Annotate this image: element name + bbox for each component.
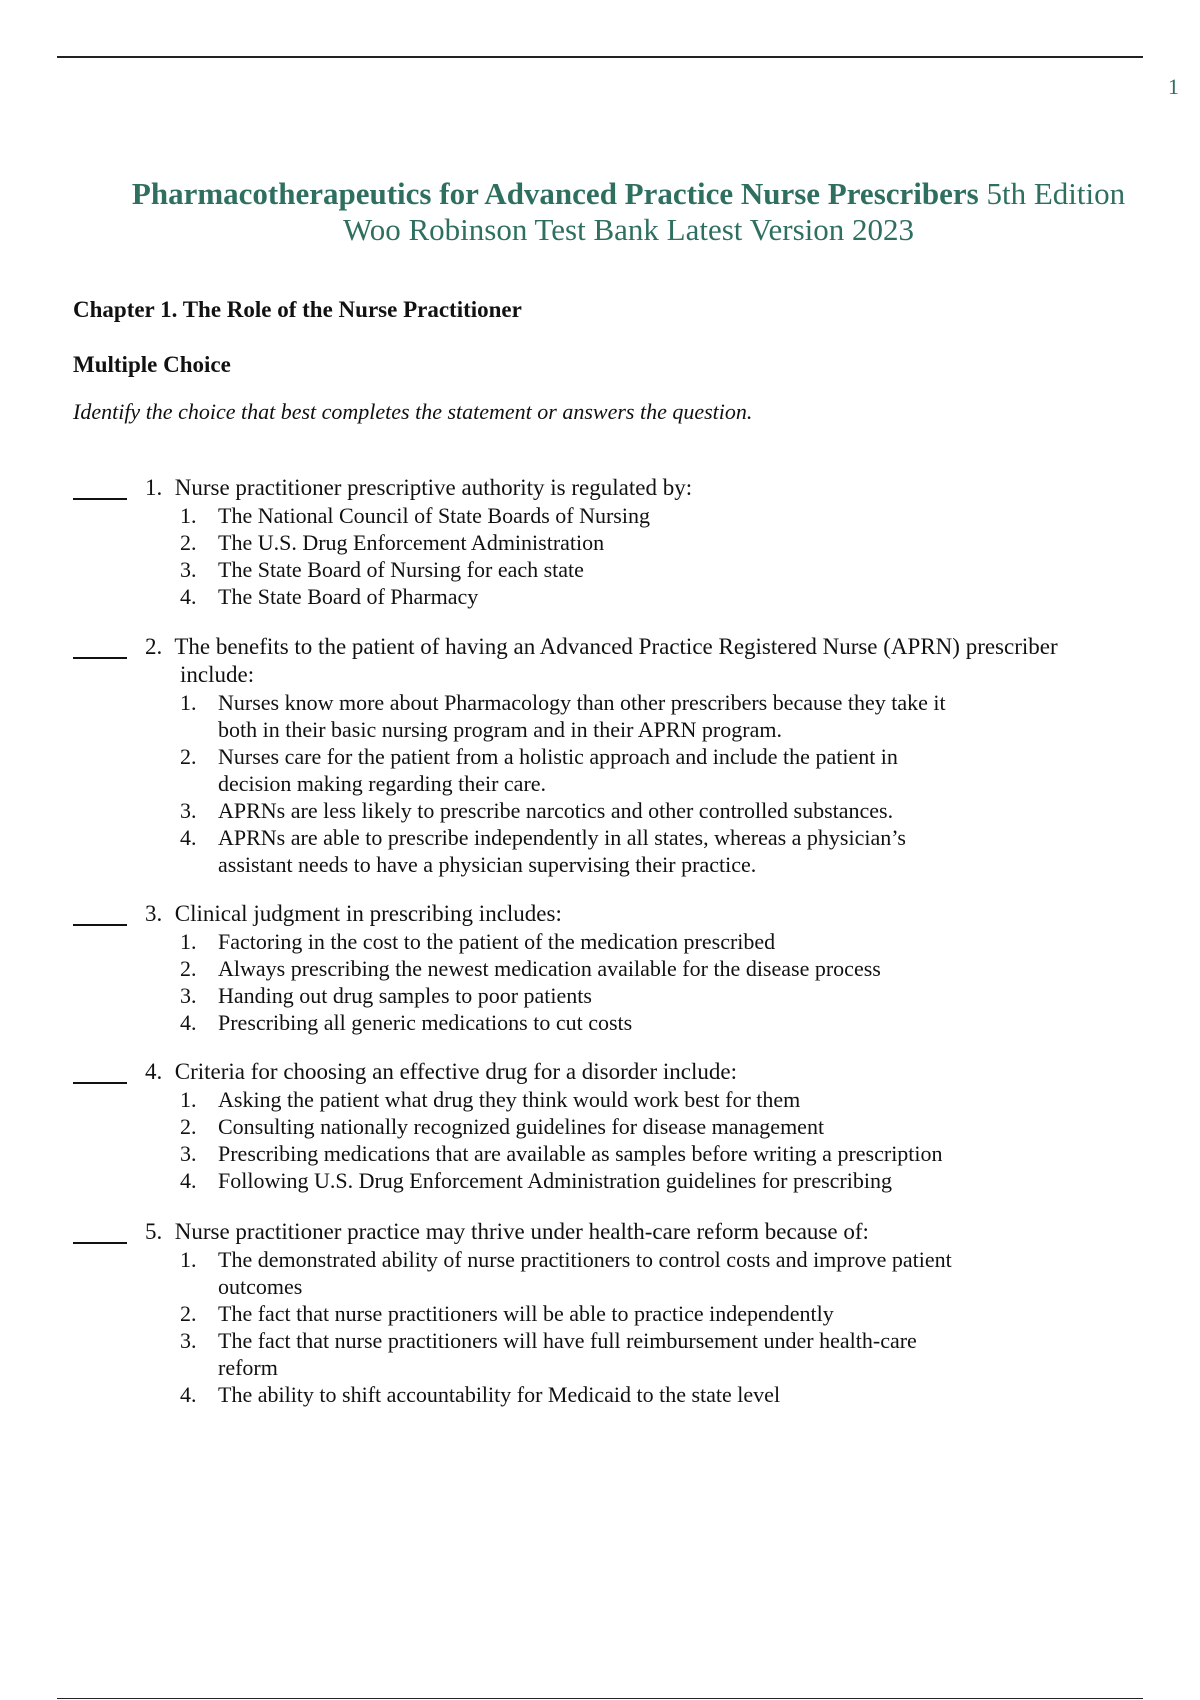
header-rule: [57, 56, 1143, 58]
question-stem: [145, 474, 1145, 502]
question-number: 5.: [145, 1219, 163, 1244]
question-stem: [145, 633, 1145, 689]
option-number: 2.: [180, 956, 197, 981]
answer-blank[interactable]: [73, 657, 127, 659]
option-text: The fact that nurse practitioners will have full reimbursement under health-care: [218, 1328, 917, 1353]
option: [180, 1300, 1080, 1327]
document-title: [57, 176, 1200, 248]
option: [180, 583, 1080, 610]
option-text: The State Board of Nursing for each state: [218, 557, 584, 582]
option: [180, 1086, 1080, 1113]
stem-text: The benefits to the patient of having an Advanced Practice Registered Nurse (APRN) prescriber: [174, 634, 1058, 659]
title-bold: Pharmacotherapeutics for Advanced Practice Nurse Prescribers: [131, 176, 979, 211]
option-text: Prescribing all generic medications to cut costs: [218, 1010, 633, 1035]
option-text: Prescribing medications that are available as samples before writing a prescription: [218, 1141, 943, 1166]
question-number: 3.: [145, 901, 163, 926]
option-text: The National Council of State Boards of Nursing: [218, 503, 650, 528]
option: [180, 1113, 1080, 1140]
option-number: 4.: [180, 825, 197, 850]
option-text: Nurses know more about Pharmacology than other prescribers because they take it: [218, 690, 946, 715]
option: [180, 1167, 1080, 1194]
option-list: [180, 1246, 1080, 1408]
option-text: The State Board of Pharmacy: [218, 584, 479, 609]
option-text-cont: both in their basic nursing program and in their APRN program.: [218, 717, 782, 742]
stem-text: Criteria for choosing an effective drug for a disorder include:: [174, 1059, 737, 1084]
stem-text-cont: include:: [180, 662, 255, 687]
option-text: Factoring in the cost to the patient of the medication prescribed: [218, 929, 776, 954]
option-text-cont: decision making regarding their care.: [218, 771, 547, 796]
option-text: Following U.S. Drug Enforcement Administration guidelines for prescribing: [218, 1168, 892, 1193]
answer-blank[interactable]: [73, 1242, 127, 1244]
option-number: 4.: [180, 1168, 197, 1193]
question-stem: [145, 1058, 1145, 1086]
title-line-1: [57, 176, 1200, 212]
option: [180, 824, 1080, 878]
option-text-cont: assistant needs to have a physician supervising their practice.: [218, 852, 757, 877]
option-number: 2.: [180, 530, 197, 555]
option-number: 2.: [180, 744, 197, 769]
option: [180, 982, 1080, 1009]
instructions: Identify the choice that best completes the statement or answers the question.: [73, 399, 753, 424]
option-list: [180, 1086, 1080, 1194]
option: [180, 1140, 1080, 1167]
option-text: Always prescribing the newest medication available for the disease process: [218, 956, 881, 981]
option-number: 1.: [180, 1247, 197, 1272]
option-number: 1.: [180, 503, 197, 528]
option-text: The fact that nurse practitioners will be able to practice independently: [218, 1301, 834, 1326]
option-number: 4.: [180, 584, 197, 609]
option-text: The ability to shift accountability for Medicaid to the state level: [218, 1382, 781, 1407]
option-number: 3.: [180, 983, 197, 1008]
stem-text: Nurse practitioner practice may thrive under health-care reform because of:: [174, 1219, 869, 1244]
option-text: APRNs are able to prescribe independently in all states, whereas a physician’s: [218, 825, 906, 850]
option-text: Asking the patient what drug they think would work best for them: [218, 1087, 801, 1112]
option: [180, 1327, 1080, 1381]
option-number: 1.: [180, 690, 197, 715]
option-number: 2.: [180, 1114, 197, 1139]
question-stem: [145, 1218, 1145, 1246]
stem-text: Nurse practitioner prescriptive authority is regulated by:: [174, 475, 693, 500]
title-edition: 5th Edition: [986, 176, 1126, 211]
option-text: APRNs are less likely to prescribe narcotics and other controlled substances.: [218, 798, 894, 823]
chapter-heading: Chapter 1. The Role of the Nurse Practitioner: [73, 297, 522, 322]
option-list: [180, 502, 1080, 610]
option-text: The U.S. Drug Enforcement Administration: [218, 530, 605, 555]
option-text: Handing out drug samples to poor patients: [218, 983, 592, 1008]
option-number: 1.: [180, 929, 197, 954]
option-number: 4.: [180, 1382, 197, 1407]
question-number: 1.: [145, 475, 163, 500]
answer-blank[interactable]: [73, 924, 127, 926]
answer-blank[interactable]: [73, 1082, 127, 1084]
option-number: 2.: [180, 1301, 197, 1326]
option-text: Consulting nationally recognized guidelines for disease management: [218, 1114, 825, 1139]
option-number: 3.: [180, 557, 197, 582]
option: [180, 1381, 1080, 1408]
question-number: 2.: [145, 634, 163, 659]
option-number: 1.: [180, 1087, 197, 1112]
option: [180, 743, 1080, 797]
question-stem: [145, 900, 1145, 928]
option: [180, 1246, 1080, 1300]
option-number: 3.: [180, 1141, 197, 1166]
option-list: [180, 689, 1080, 878]
footer-rule: [57, 1698, 1143, 1699]
option: [180, 689, 1080, 743]
option: [180, 955, 1080, 982]
option-text-cont: reform: [218, 1355, 278, 1380]
option: [180, 556, 1080, 583]
option-number: 3.: [180, 1328, 197, 1353]
option-number: 3.: [180, 798, 197, 823]
option-text-cont: outcomes: [218, 1274, 303, 1299]
answer-blank[interactable]: [73, 498, 127, 500]
option: [180, 1009, 1080, 1036]
option: [180, 529, 1080, 556]
option-text: The demonstrated ability of nurse practitioners to control costs and improve patient: [218, 1247, 952, 1272]
option-number: 4.: [180, 1010, 197, 1035]
stem-text: Clinical judgment in prescribing includes:: [174, 901, 562, 926]
title-line-2: Woo Robinson Test Bank Latest Version 2023: [342, 212, 915, 247]
page-number: 1: [1168, 74, 1179, 99]
option-text: Nurses care for the patient from a holistic approach and include the patient in: [218, 744, 898, 769]
option: [180, 797, 1080, 824]
option: [180, 502, 1080, 529]
question-number: 4.: [145, 1059, 163, 1084]
section-heading: Multiple Choice: [73, 352, 231, 377]
option-list: [180, 928, 1080, 1036]
option: [180, 928, 1080, 955]
